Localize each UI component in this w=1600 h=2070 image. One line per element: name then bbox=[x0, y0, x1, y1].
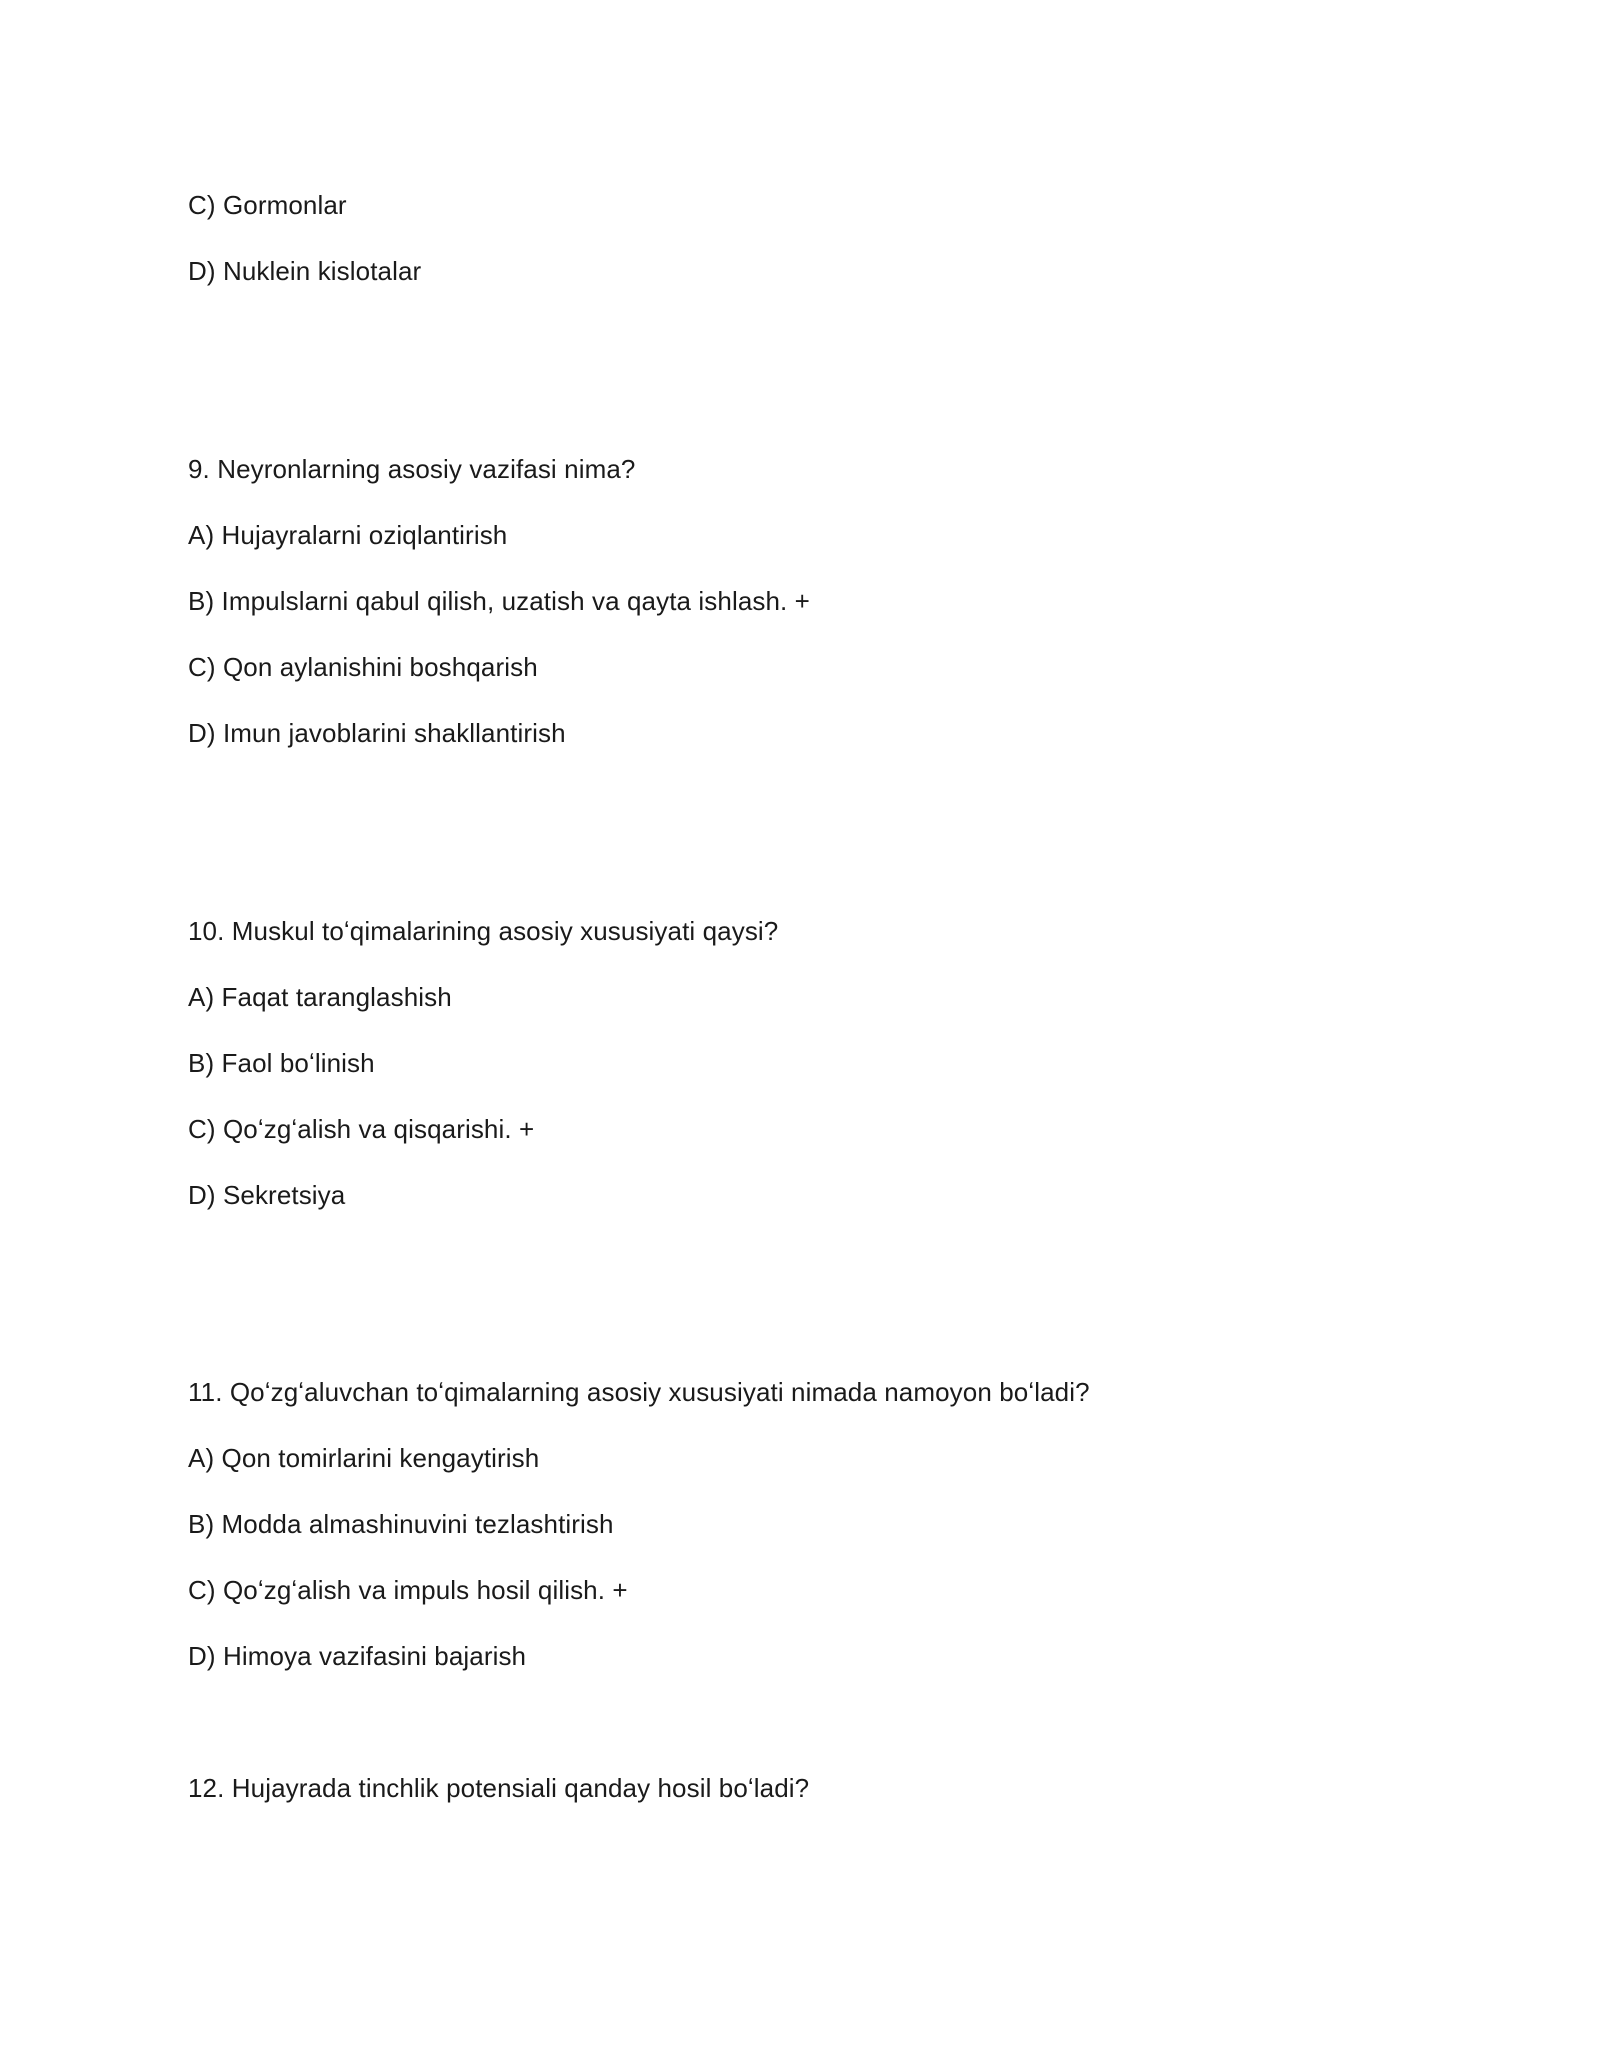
option-c-q9: C) Qon aylanishini boshqarish bbox=[188, 652, 538, 682]
option-d-q9: D) Imun javoblarini shakllantirish bbox=[188, 718, 566, 748]
question-12: 12. Hujayrada tinchlik potensiali qanday hosil boʻladi? bbox=[188, 1773, 810, 1803]
option-a-q9: A) Hujayralarni oziqlantirish bbox=[188, 520, 508, 550]
question-9: 9. Neyronlarning asosiy vazifasi nima? bbox=[188, 454, 636, 484]
option-b-q9: B) Impulslarni qabul qilish, uzatish va qayta ishlash. + bbox=[188, 586, 810, 616]
option-d-q11: D) Himoya vazifasini bajarish bbox=[188, 1641, 527, 1671]
option-c-q11: C) Qoʻzgʻalish va impuls hosil qilish. + bbox=[188, 1575, 628, 1605]
question-10: 10. Muskul toʻqimalarining asosiy xususiyati qaysi? bbox=[188, 916, 779, 946]
option-d-q10: D) Sekretsiya bbox=[188, 1180, 346, 1210]
option-c-q10: C) Qoʻzgʻalish va qisqarishi. + bbox=[188, 1114, 535, 1144]
option-a-q11: A) Qon tomirlarini kengaytirish bbox=[188, 1443, 540, 1473]
option-d-q8: D) Nuklein kislotalar bbox=[188, 256, 422, 286]
option-a-q10: A) Faqat taranglashish bbox=[188, 982, 452, 1012]
option-b-q10: B) Faol boʻlinish bbox=[188, 1048, 375, 1078]
question-11: 11. Qoʻzgʻaluvchan toʻqimalarning asosiy xususiyati nimada namoyon boʻladi? bbox=[188, 1377, 1090, 1407]
option-b-q11: B) Modda almashinuvini tezlashtirish bbox=[188, 1509, 614, 1539]
option-c-q8: C) Gormonlar bbox=[188, 190, 347, 220]
